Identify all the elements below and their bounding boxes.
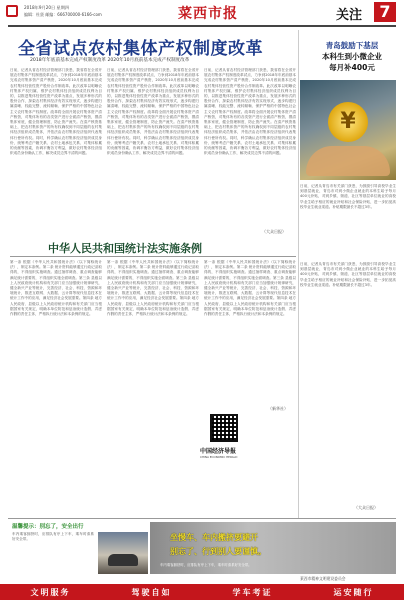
safety-banner	[150, 522, 396, 574]
column-divider	[298, 30, 299, 518]
sidebar-photo	[300, 80, 396, 180]
masthead: 菜西市报	[178, 6, 238, 22]
safety-title: 温馨提示：别忘了，安全出行	[12, 524, 84, 530]
sidebar-headline-1: 青岛鼓励下基层	[325, 41, 379, 50]
safety-note: 车内乘客拥挤时，应排队有序上下车，乘车时请系好安全带。	[160, 563, 252, 567]
header-logo-icon	[6, 5, 18, 17]
law-body-col-3: 第一条 根据《中华人民共和国统计法》（以下简称统计法），制定本条例。第二条 统计资料能够通过行政记录取得的，不得组织实施调查。通过抽样调查、重点调查能够满足统计需要的，不得组织实施全面调查。第三条 县级以上人民政府统计机构和有关部门应当加强统计规律研究，健全新兴产业等统计，完善经济、社会、科技、资源和环境统计，推进互联网、大数据、云计算等现代信息技术在统计工作中的应用，满足经济社会发展需要。第四条 地方人民政府、县级以上人民政府统计机构和有关部门应当根据国家有关规定，明确本单位防范和惩治统计造假、弄虚作假的责任主体，严格执行统计法和本条例的规定。	[204, 260, 296, 317]
car-icon	[108, 554, 138, 566]
date-line: 2018年9月20日 星期四	[24, 5, 70, 10]
hands-icon	[306, 146, 390, 176]
safety-credit: 莱西市精神文明建设委员会	[300, 576, 346, 581]
sidebar-headline-3: 每月补400元	[329, 63, 375, 72]
page-header	[0, 0, 404, 24]
sidebar-body-lower: 日前，记者从青岛市有关部门获悉，为鼓励引导高校毕业生到基层就业，青岛市对到小微企业就业的本科生给予每月400元补贴，对到乡镇、街道、社区等基层单位就业的高校毕业生给予相应的就业补贴和社会保险补贴，进一步拓宽高校毕业生就业渠道。补贴期限最长不超过3年。	[300, 262, 396, 287]
safety-slogan-1: 坐慢车、车内搬挤要避开	[170, 533, 258, 542]
lead-headline: 全省试点农村集体产权制度改革	[18, 39, 263, 59]
sidebar-headline-2: 本科生到小微企业	[322, 52, 382, 61]
footer-item: 学车考证	[232, 587, 273, 597]
lead-subheadline: 2018年年底前基本完成产权制度改革 2020年10月底前基本完成产权制度改革	[30, 58, 190, 63]
law-headline: 中华人民共和国统计法实施条例	[48, 242, 202, 255]
section-label: 关注	[336, 8, 363, 23]
header-rule	[8, 25, 396, 27]
law-continued: （新华社）	[268, 406, 288, 411]
qr-code	[210, 414, 238, 442]
sidebar-continued: （大众日报）	[354, 505, 378, 510]
yen-coin-icon: ¥	[328, 102, 368, 142]
qr-caption: 中国经济导报	[200, 448, 237, 455]
lead-continued: （大众日报）	[262, 229, 286, 234]
page-number: 7	[374, 2, 396, 22]
law-body-col-2: 第一条 根据《中华人民共和国统计法》（以下简称统计法），制定本条例。第二条 统计资料能够通过行政记录取得的，不得组织实施调查。通过抽样调查、重点调查能够满足统计需要的，不得组织实施全面调查。第三条 县级以上人民政府统计机构和有关部门应当加强统计规律研究，健全新兴产业等统计，完善经济、社会、科技、资源和环境统计，推进互联网、大数据、云计算等现代信息技术在统计工作中的应用，满足经济社会发展需要。第四条 地方人民政府、县级以上人民政府统计机构和有关部门应当根据国家有关规定，明确本单位防范和惩治统计造假、弄虚作假的责任主体，严格执行统计法和本条例的规定。	[107, 260, 199, 317]
safety-left-text: 车内乘客拥挤时，应排队有序上下车，乘车时请系好安全带。	[12, 532, 94, 542]
safety-photo-1	[98, 532, 148, 574]
safety-slogan-2: 别忘了、行到别人要谨慎。	[170, 547, 266, 556]
lead-body-col-1: 日前，记者从省农村经济管理部门获悉，我省将在全省开展农村集体产权制度改革试点，力争到2018年年底前基本完成农村集体资产清产核资，2020年10月底前基本完成农村集体经营性资产股份合作制改革。此次改革以明晰农村集体产权归属、维护农村集体经济组织成员权利为目的，以推进集体经营性资产改革为重点，发展多种形式的股份合作，探索农村集体经济有效实现形式，逐步构建归属清晰、权能完整、流转顺畅、保护严格的中国特色社会主义农村集体产权制度。改革将全面开展农村集体资产清产核资，对集体所有的各类资产进行全面清产核资，摸清集体家底，健全管理制度，防止资产流失。在清产核资基础上，把农村集体资产的所有权确权到不同层级的农村集体经济组织成员集体，并依法由农村集体经济组织代表集体行使所有权。同时，科学确认农村集体经济组织成员身份，统筹考虑户籍关系、农村土地承包关系、对集体积累的贡献等因素，协调平衡各方利益，做好农村集体经济组织成员身份确认工作，解决成员边界不清的问题。	[10, 68, 102, 156]
qr-sub: CHINA ECONOMIC HERALD	[200, 455, 238, 459]
footer-item: 运安随行	[333, 587, 374, 597]
sidebar-body: 日前，记者从青岛市有关部门获悉，为鼓励引导高校毕业生到基层就业，青岛市对到小微企业就业的本科生给予每月400元补贴，对到乡镇、街道、社区等基层单位就业的高校毕业生给予相应的就业补贴和社会保险补贴，进一步拓宽高校毕业生就业渠道。补贴期限最长不超过3年。	[300, 184, 396, 209]
footer-item: 驾驶自如	[131, 587, 172, 597]
editor-line: 编辑：杜贤 邮编：666700000-6166-com	[24, 12, 102, 17]
safety-rule	[8, 518, 396, 519]
lead-body-col-3: 日前，记者从省农村经济管理部门获悉，我省将在全省开展农村集体产权制度改革试点，力争到2018年年底前基本完成农村集体资产清产核资，2020年10月底前基本完成农村集体经营性资产股份合作制改革。此次改革以明晰农村集体产权归属、维护农村集体经济组织成员权利为目的，以推进集体经营性资产改革为重点，发展多种形式的股份合作，探索农村集体经济有效实现形式，逐步构建归属清晰、权能完整、流转顺畅、保护严格的中国特色社会主义农村集体产权制度。改革将全面开展农村集体资产清产核资，对集体所有的各类资产进行全面清产核资，摸清集体家底，健全管理制度，防止资产流失。在清产核资基础上，把农村集体资产的所有权确权到不同层级的农村集体经济组织成员集体，并依法由农村集体经济组织代表集体行使所有权。同时，科学确认农村集体经济组织成员身份，统筹考虑户籍关系、农村土地承包关系、对集体积累的贡献等因素，协调平衡各方利益，做好农村集体经济组织成员身份确认工作，解决成员边界不清的问题。	[204, 68, 296, 156]
law-body-col-1: 第一条 根据《中华人民共和国统计法》（以下简称统计法），制定本条例。第二条 统计资料能够通过行政记录取得的，不得组织实施调查。通过抽样调查、重点调查能够满足统计需要的，不得组织实施全面调查。第三条 县级以上人民政府统计机构和有关部门应当加强统计规律研究，健全新兴产业等统计，完善经济、社会、科技、资源和环境统计，推进互联网、大数据、云计算等现代信息技术在统计工作中的应用，满足经济社会发展需要。第四条 地方人民政府、县级以上人民政府统计机构和有关部门应当根据国家有关规定，明确本单位防范和惩治统计造假、弄虚作假的责任主体，严格执行统计法和本条例的规定。	[10, 260, 102, 317]
lead-body-col-2: 日前，记者从省农村经济管理部门获悉，我省将在全省开展农村集体产权制度改革试点，力争到2018年年底前基本完成农村集体资产清产核资，2020年10月底前基本完成农村集体经营性资产股份合作制改革。此次改革以明晰农村集体产权归属、维护农村集体经济组织成员权利为目的，以推进集体经营性资产改革为重点，发展多种形式的股份合作，探索农村集体经济有效实现形式，逐步构建归属清晰、权能完整、流转顺畅、保护严格的中国特色社会主义农村集体产权制度。改革将全面开展农村集体资产清产核资，对集体所有的各类资产进行全面清产核资，摸清集体家底，健全管理制度，防止资产流失。在清产核资基础上，把农村集体资产的所有权确权到不同层级的农村集体经济组织成员集体，并依法由农村集体经济组织代表集体行使所有权。同时，科学确认农村集体经济组织成员身份，统筹考虑户籍关系、农村土地承包关系、对集体积累的贡献等因素，协调平衡各方利益，做好农村集体经济组织成员身份确认工作，解决成员边界不清的问题。	[107, 68, 199, 156]
footer-item: 文明服务	[30, 587, 71, 597]
law-rule	[10, 256, 296, 257]
footer-bar	[0, 584, 404, 600]
